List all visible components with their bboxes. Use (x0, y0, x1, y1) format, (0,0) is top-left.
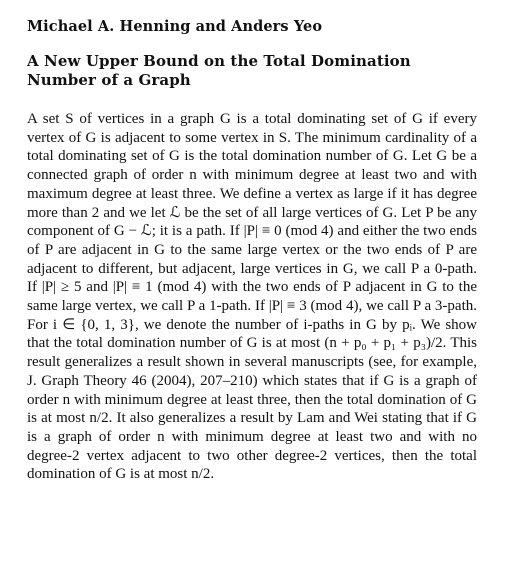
paper-abstract: A set S of vertices in a graph G is a total dominating set of G if every vertex of G is adjacent to some vertex in S. The minimum cardinality of a total dominating set of G is the total domination number of G. Let G be a connected graph of order n with minimum degree at least two and with maximum degree at least three. We define a vertex as large if it has degree more than 2 and we let ℒ be the set of all large vertices of G. Let P be any component of G − ℒ; it is a path. If |P| ≡ 0 (mod 4) and either the two ends of P are adjacent in G to the same large vertex or the two ends of P are adjacent to different, but adjacent, large vertices in G, we call P a 0-path. If |P| ≥ 5 and |P| ≡ 1 (mod 4) with the two ends of P adjacent in G to the same large vertex, we call P a 1-path. If |P| ≡ 3 (mod 4), we call P a 3-path. For i ∈ {0, 1, 3}, we denote the number of i-paths in G by pᵢ. We show that the total domination number of G is at most (n + p₀ + p₁ + p₃)/2. This result generalizes a result shown in several manuscripts (see, for example, J. Graph Theory 46 (2004), 207–210) which states that if G is a graph of order n with minimum degree at least three, then the total domination of G is at most n/2. It also generalizes a result by Lam and Wei stating that if G is a graph of order n with minimum degree at least two and with no degree-2 vertex adjacent to two other degree-2 vertices, then the total domination of G is at most n/2. (27, 111, 477, 483)
paper-authors: Michael A. Henning and Anders Yeo (27, 18, 323, 35)
paper-title: A New Upper Bound on the Total Domination Number of a Graph (27, 52, 411, 89)
